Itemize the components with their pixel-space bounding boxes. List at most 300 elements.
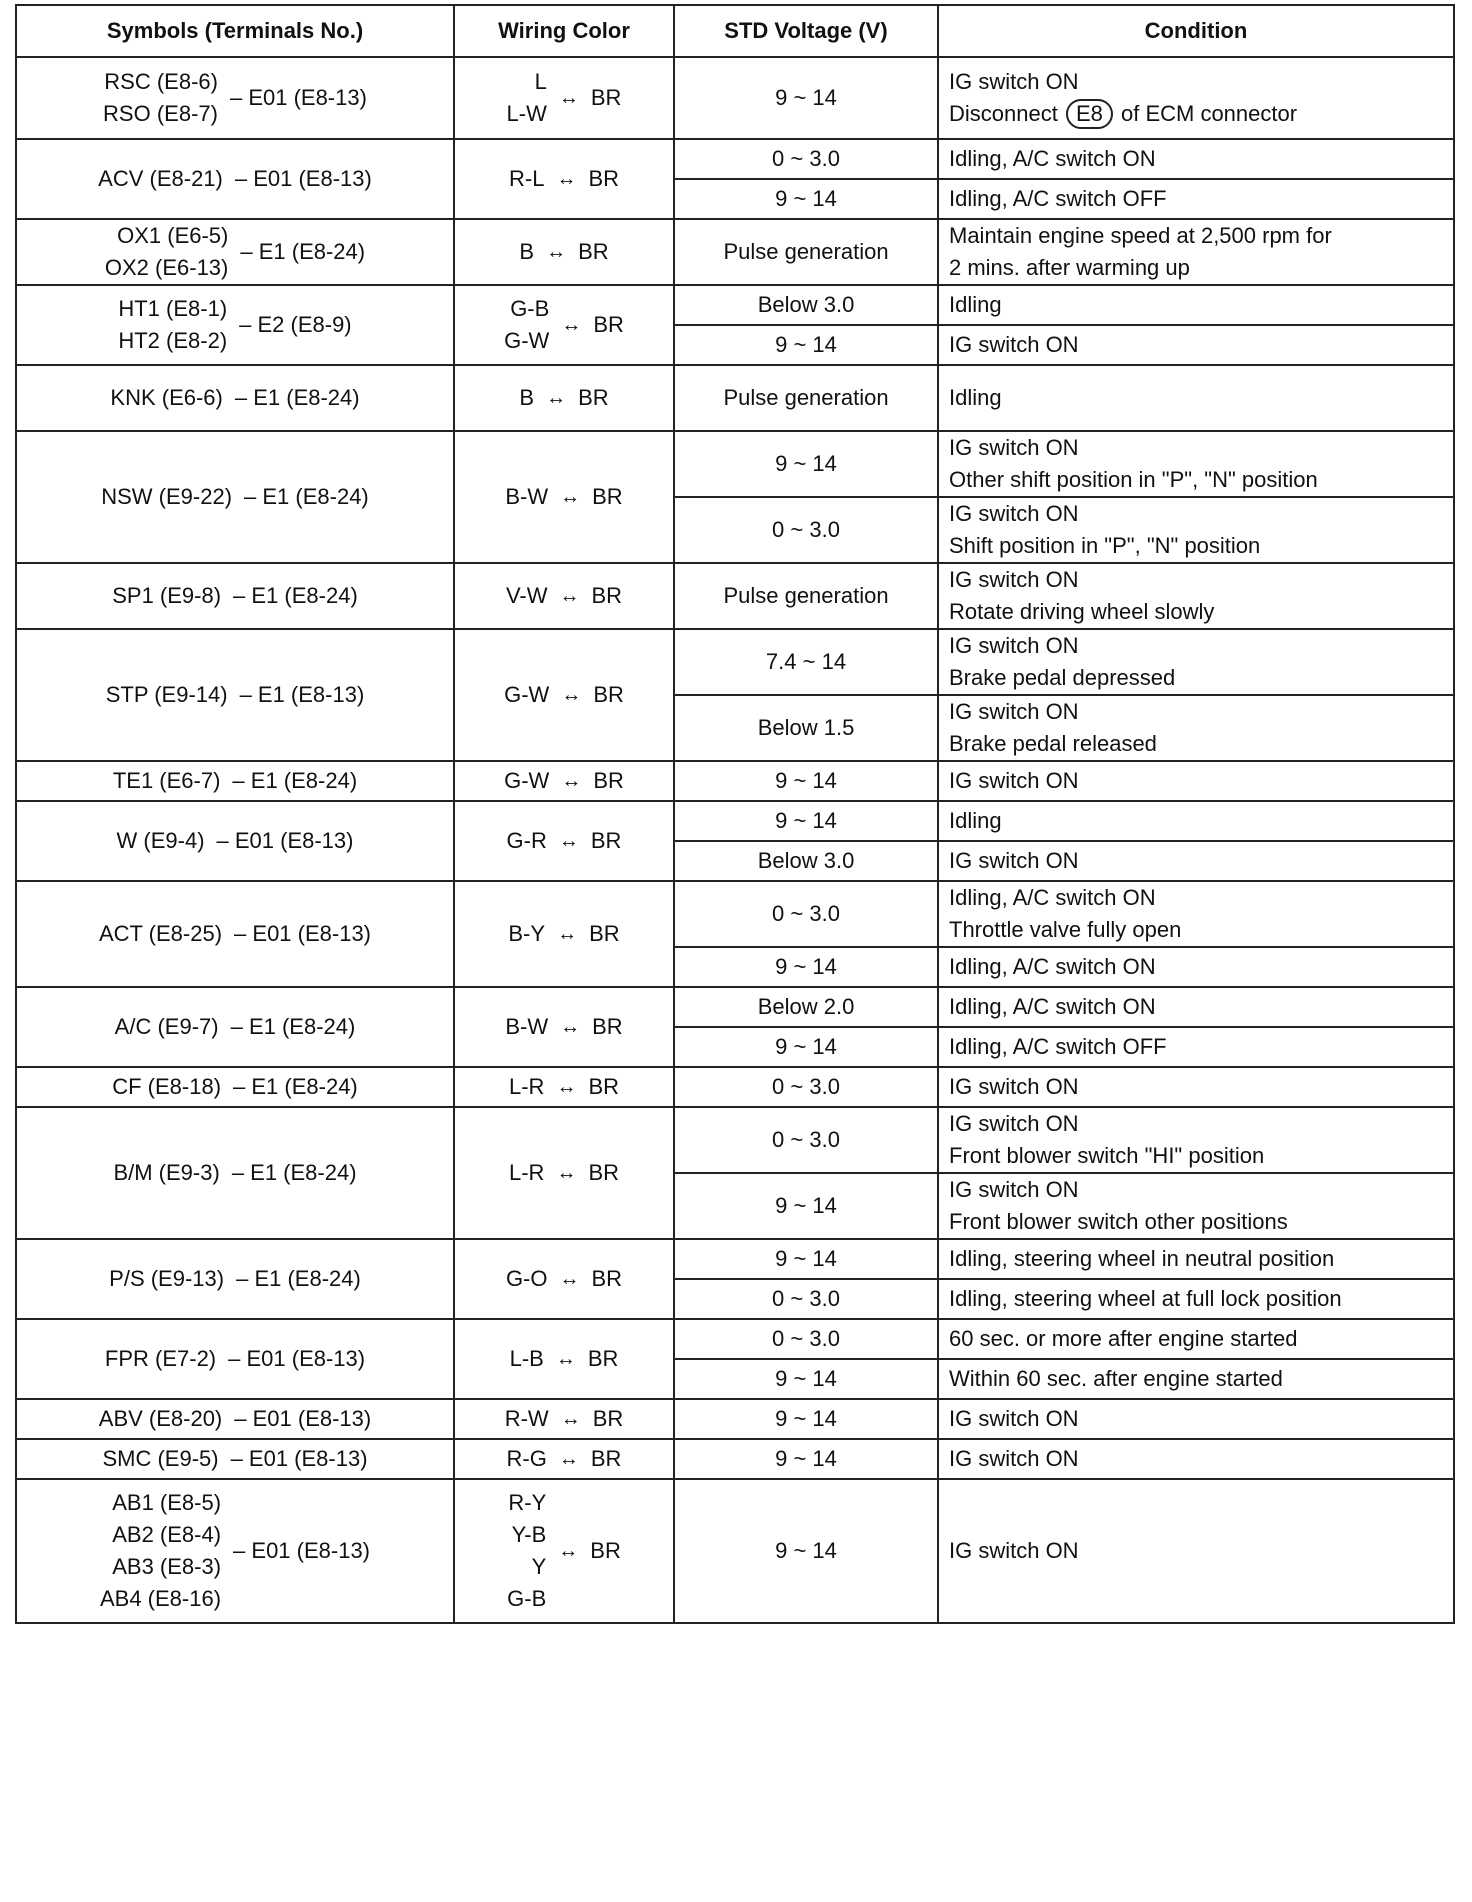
- symbols-cell: [16, 1239, 454, 1319]
- terminal-symbol-line: AB2 (E8-4): [112, 1522, 222, 1547]
- table-row: [16, 629, 1454, 695]
- terminal-symbol-line: NSW (E9-22): [101, 484, 233, 509]
- wiring-pair: [507, 1443, 622, 1475]
- arrow-symbol: ↔: [555, 1348, 576, 1370]
- ground-wire-color: BR: [592, 484, 623, 509]
- terminal-symbol-line: STP (E9-14): [105, 682, 228, 707]
- arrow-symbol: ↔: [546, 387, 567, 409]
- ground-wire-color: BR: [591, 583, 623, 608]
- terminal-symbol-line: TE1 (E6-7): [112, 768, 221, 793]
- table-row: [16, 987, 1454, 1027]
- symbols-pair: [105, 220, 365, 284]
- std-voltage-cell: 9 ~ 14: [674, 1399, 938, 1439]
- std-voltage-cell: 0 ~ 3.0: [674, 881, 938, 947]
- condition-line: Throttle valve fully open: [949, 917, 1182, 942]
- arrow-symbol: ↔: [558, 1540, 579, 1562]
- condition-line: IG switch ON: [949, 848, 1079, 873]
- table-row: [16, 1107, 1454, 1173]
- arrow-symbol: ↔: [558, 1448, 579, 1470]
- ground-terminal: – E1 (E8-24): [232, 768, 358, 793]
- arrow-symbol: ↔: [560, 1016, 581, 1038]
- arrow-symbol: ↔: [546, 241, 567, 263]
- ground-wire-color: BR: [588, 166, 619, 191]
- ground-wire-color: BR: [587, 1346, 619, 1371]
- condition-cell: [938, 1279, 1454, 1319]
- symbols-pair: [99, 1403, 371, 1435]
- symbols-pair: [100, 1487, 370, 1615]
- condition-cell: [938, 881, 1454, 947]
- wire-color-line: B: [519, 385, 535, 410]
- terminal-symbol-line: RSC (E8-6): [104, 69, 218, 94]
- wiring-cell: [454, 365, 674, 431]
- wire-color-line: Y: [531, 1554, 547, 1579]
- std-voltage-cell: 9 ~ 14: [674, 1027, 938, 1067]
- condition-line: IG switch ON: [949, 768, 1079, 793]
- terminal-symbol: [109, 1263, 224, 1295]
- arrow-symbol: ↔: [558, 87, 579, 109]
- wire-color-line: R-Y: [508, 1490, 547, 1515]
- wire-color-line: L-B: [509, 1346, 544, 1371]
- wiring-cell: [454, 761, 674, 801]
- terminal-symbol-line: AB1 (E8-5): [112, 1490, 222, 1515]
- terminal-symbol: [115, 1011, 219, 1043]
- wire-color-line: R-W: [504, 1406, 549, 1431]
- wire-color: [506, 1263, 548, 1295]
- wiring-pair: [504, 293, 624, 357]
- terminal-symbol-line: B/M (E9-3): [113, 1160, 220, 1185]
- symbols-pair: [110, 382, 359, 414]
- symbols-pair: [117, 825, 354, 857]
- condition-cell: [938, 563, 1454, 629]
- wire-color: [507, 1443, 547, 1475]
- wiring-pair: [507, 66, 622, 130]
- wire-color-line: G-B: [507, 1586, 547, 1611]
- condition-cell: [938, 1479, 1454, 1623]
- wire-color-line: R-L: [508, 166, 545, 191]
- symbols-pair: [102, 1443, 367, 1475]
- wire-color: [504, 293, 549, 357]
- condition-line: Front blower switch other positions: [949, 1209, 1288, 1234]
- condition-cell: [938, 431, 1454, 497]
- symbols-pair: [101, 481, 369, 513]
- condition-cell: [938, 1399, 1454, 1439]
- wire-color: [507, 1487, 546, 1615]
- ground-terminal: – E01 (E8-13): [216, 828, 354, 853]
- ground-wire-color: BR: [590, 828, 622, 853]
- wire-color-line: Y-B: [511, 1522, 547, 1547]
- wire-color-line: V-W: [505, 583, 548, 608]
- wiring-pair: [504, 679, 624, 711]
- std-voltage-cell: 9 ~ 14: [674, 801, 938, 841]
- condition-line: Idling: [949, 292, 1002, 317]
- wiring-pair: [510, 1343, 619, 1375]
- arrow-symbol: ↔: [556, 168, 577, 190]
- terminal-symbol-line: SMC (E9-5): [102, 1446, 219, 1471]
- symbols-pair: [115, 1011, 356, 1043]
- condition-cell: [938, 57, 1454, 139]
- ground-wire-color: BR: [590, 1446, 622, 1471]
- condition-line: Disconnect E8 of ECM connector: [949, 98, 1443, 130]
- ground-terminal: – E1 (E8-24): [244, 484, 369, 509]
- condition-line: Brake pedal released: [949, 731, 1157, 756]
- condition-cell: [938, 497, 1454, 563]
- std-voltage-cell: 7.4 ~ 14: [674, 629, 938, 695]
- terminal-symbol: [112, 1071, 221, 1103]
- condition-line: Other shift position in "P", "N" position: [949, 467, 1318, 492]
- ground-terminal: – E01 (E8-13): [230, 1446, 368, 1471]
- condition-line: IG switch ON: [949, 501, 1079, 526]
- terminal-symbol-line: HT2 (E8-2): [118, 328, 228, 353]
- condition-cell: [938, 801, 1454, 841]
- condition-line: Idling, A/C switch ON: [949, 994, 1156, 1019]
- symbols-cell: [16, 761, 454, 801]
- arrow-symbol: ↔: [561, 314, 582, 336]
- std-voltage-cell: 0 ~ 3.0: [674, 139, 938, 179]
- std-voltage-cell: 9 ~ 14: [674, 325, 938, 365]
- condition-cell: [938, 365, 1454, 431]
- condition-cell: [938, 1027, 1454, 1067]
- arrow-symbol: ↔: [559, 585, 580, 607]
- std-voltage-cell: 9 ~ 14: [674, 947, 938, 987]
- wiring-cell: [454, 563, 674, 629]
- symbols-cell: [16, 1107, 454, 1239]
- wire-color-line: L-W: [506, 101, 547, 126]
- terminal-symbol-line: ACV (E8-21): [98, 166, 223, 191]
- ground-wire-color: BR: [589, 921, 620, 946]
- wiring-pair: [507, 825, 622, 857]
- symbols-cell: [16, 1479, 454, 1623]
- std-voltage-cell: 9 ~ 14: [674, 179, 938, 219]
- table-row: [16, 1067, 1454, 1107]
- table-row: [16, 1319, 1454, 1359]
- ground-terminal: – E1 (E8-24): [236, 1266, 361, 1291]
- condition-cell: [938, 285, 1454, 325]
- terminal-symbol-line: W (E9-4): [116, 828, 205, 853]
- terminal-symbol: [102, 1443, 218, 1475]
- condition-line: Shift position in "P", "N" position: [949, 533, 1261, 558]
- ground-wire-color: BR: [590, 85, 622, 110]
- condition-line: IG switch ON: [949, 699, 1079, 724]
- terminal-symbol: [110, 382, 222, 414]
- ground-terminal: – E1 (E8-24): [233, 583, 358, 608]
- ground-terminal: – E2 (E8-9): [239, 312, 352, 337]
- ground-wire-color: BR: [588, 1160, 619, 1185]
- terminal-symbol: [118, 293, 227, 357]
- wiring-pair: [509, 1071, 619, 1103]
- terminal-symbol: [117, 825, 205, 857]
- std-voltage-cell: Below 1.5: [674, 695, 938, 761]
- condition-line: Idling, A/C switch ON: [949, 885, 1156, 910]
- terminal-symbol-line: KNK (E6-6): [110, 385, 223, 410]
- wiring-cell: [454, 1399, 674, 1439]
- wire-color-line: G-B: [510, 296, 550, 321]
- terminal-symbol: [99, 1403, 223, 1435]
- condition-line: IG switch ON: [949, 1074, 1079, 1099]
- wiring-cell: [454, 801, 674, 881]
- condition-cell: [938, 1239, 1454, 1279]
- wire-color-line: G-W: [504, 328, 550, 353]
- terminal-symbol: [103, 66, 218, 130]
- table-row: [16, 139, 1454, 179]
- table-row: [16, 219, 1454, 285]
- ground-wire-color: BR: [593, 312, 624, 337]
- condition-cell: [938, 761, 1454, 801]
- wire-color-line: B-W: [505, 484, 549, 509]
- terminal-symbol-line: AB4 (E8-16): [99, 1586, 222, 1611]
- condition-line: IG switch ON: [949, 567, 1079, 592]
- condition-line: IG switch ON: [949, 1177, 1079, 1202]
- std-voltage-cell: 9 ~ 14: [674, 431, 938, 497]
- wiring-pair: [505, 1011, 622, 1043]
- symbols-pair: [113, 765, 357, 797]
- symbols-pair: [118, 293, 351, 357]
- condition-cell: [938, 139, 1454, 179]
- terminal-symbol-line: A/C (E9-7): [114, 1014, 219, 1039]
- std-voltage-cell: 9 ~ 14: [674, 1173, 938, 1239]
- arrow-symbol: ↔: [557, 923, 578, 945]
- std-voltage-cell: Pulse generation: [674, 365, 938, 431]
- wire-color: [509, 1157, 544, 1189]
- table-row: [16, 563, 1454, 629]
- std-voltage-cell: Below 3.0: [674, 841, 938, 881]
- table-row: [16, 365, 1454, 431]
- arrow-symbol: ↔: [561, 684, 582, 706]
- header-std-voltage: STD Voltage (V): [674, 5, 938, 57]
- condition-cell: [938, 179, 1454, 219]
- symbols-cell: [16, 1067, 454, 1107]
- header-symbols: Symbols (Terminals No.): [16, 5, 454, 57]
- wire-color-line: B-W: [505, 1014, 549, 1039]
- symbols-pair: [103, 66, 367, 130]
- symbols-cell: [16, 629, 454, 761]
- terminal-voltage-table: [15, 4, 1455, 1624]
- header-row: [16, 5, 1454, 57]
- ground-wire-color: BR: [593, 768, 624, 793]
- condition-cell: [938, 841, 1454, 881]
- std-voltage-cell: 0 ~ 3.0: [674, 1319, 938, 1359]
- wiring-cell: [454, 285, 674, 365]
- wire-color: [506, 580, 548, 612]
- std-voltage-cell: 0 ~ 3.0: [674, 1107, 938, 1173]
- wiring-cell: [454, 1067, 674, 1107]
- connector-badge: E8: [1066, 99, 1113, 129]
- wire-color-line: G-R: [506, 828, 547, 853]
- condition-line: 2 mins. after warming up: [949, 255, 1190, 280]
- wire-color: [505, 481, 548, 513]
- condition-line: Idling, steering wheel at full lock position: [949, 1286, 1342, 1311]
- header-condition: Condition: [938, 5, 1454, 57]
- wiring-pair: [507, 1487, 621, 1615]
- wiring-pair: [509, 1157, 619, 1189]
- wire-color-line: G-W: [504, 768, 550, 793]
- ground-wire-color: BR: [592, 1014, 623, 1039]
- symbols-pair: [99, 918, 371, 950]
- condition-line: Idling, A/C switch ON: [949, 954, 1156, 979]
- symbols-pair: [105, 1343, 365, 1375]
- wiring-pair: [506, 580, 622, 612]
- std-voltage-cell: 9 ~ 14: [674, 1439, 938, 1479]
- table-row: [16, 1239, 1454, 1279]
- wiring-cell: [454, 629, 674, 761]
- wire-color-line: B: [519, 239, 535, 264]
- arrow-symbol: ↔: [556, 1162, 577, 1184]
- terminal-symbol: [98, 163, 223, 195]
- wire-color: [519, 236, 534, 268]
- wire-color: [505, 1011, 548, 1043]
- symbols-cell: [16, 881, 454, 987]
- condition-cell: [938, 1439, 1454, 1479]
- std-voltage-cell: 9 ~ 14: [674, 1479, 938, 1623]
- ground-terminal: – E1 (E8-24): [234, 385, 360, 410]
- wire-color-line: R-G: [506, 1446, 547, 1471]
- condition-cell: [938, 219, 1454, 285]
- ground-terminal: – E1 (E8-24): [231, 1160, 357, 1185]
- terminal-symbol-line: AB3 (E8-3): [112, 1554, 222, 1579]
- std-voltage-cell: Below 3.0: [674, 285, 938, 325]
- condition-line: Idling: [949, 808, 1002, 833]
- std-voltage-cell: 9 ~ 14: [674, 1359, 938, 1399]
- terminal-symbol-line: RSO (E8-7): [103, 101, 218, 126]
- std-voltage-cell: 9 ~ 14: [674, 57, 938, 139]
- condition-line: Front blower switch "HI" position: [949, 1143, 1265, 1168]
- ground-wire-color: BR: [588, 1074, 619, 1099]
- condition-line: Idling: [949, 385, 1002, 410]
- condition-line: Brake pedal depressed: [949, 665, 1176, 690]
- condition-cell: [938, 1359, 1454, 1399]
- ground-wire-color: BR: [591, 1266, 623, 1291]
- wiring-cell: [454, 57, 674, 139]
- ground-wire-color: BR: [578, 239, 609, 264]
- wire-color: [509, 163, 544, 195]
- header-wiring-color: Wiring Color: [454, 5, 674, 57]
- table-row: [16, 57, 1454, 139]
- condition-cell: [938, 947, 1454, 987]
- terminal-symbol: [100, 1487, 221, 1615]
- symbols-pair: [112, 1071, 358, 1103]
- ground-terminal: – E1 (E8-24): [233, 1074, 358, 1099]
- wire-color: [504, 765, 549, 797]
- wiring-pair: [508, 918, 619, 950]
- symbols-cell: [16, 987, 454, 1067]
- terminal-symbol-line: OX2 (E6-13): [104, 255, 229, 280]
- table-row: [16, 285, 1454, 325]
- condition-cell: [938, 695, 1454, 761]
- symbols-cell: [16, 1399, 454, 1439]
- ground-terminal: – E01 (E8-13): [234, 166, 372, 191]
- std-voltage-cell: 0 ~ 3.0: [674, 1279, 938, 1319]
- symbols-cell: [16, 801, 454, 881]
- condition-line: IG switch ON: [949, 1406, 1079, 1431]
- table-row: [16, 1399, 1454, 1439]
- ground-terminal: – E1 (E8-24): [230, 1014, 356, 1039]
- wiring-pair: [505, 481, 622, 513]
- table-row: [16, 761, 1454, 801]
- condition-line: Maintain engine speed at 2,500 rpm for: [949, 223, 1332, 248]
- wire-color: [507, 66, 547, 130]
- ground-wire-color: BR: [593, 682, 624, 707]
- wire-color: [508, 918, 545, 950]
- ground-terminal: – E01 (E8-13): [229, 85, 367, 110]
- wire-color: [505, 1403, 549, 1435]
- ground-terminal: – E01 (E8-13): [228, 1346, 366, 1371]
- terminal-symbol-line: FPR (E7-2): [104, 1346, 217, 1371]
- condition-line: IG switch ON: [949, 1538, 1079, 1563]
- wiring-pair: [519, 236, 608, 268]
- wiring-pair: [506, 1263, 622, 1295]
- wiring-cell: [454, 1239, 674, 1319]
- std-voltage-cell: 9 ~ 14: [674, 761, 938, 801]
- condition-line: IG switch ON: [949, 332, 1079, 357]
- condition-line: 60 sec. or more after engine started: [949, 1326, 1298, 1351]
- ground-wire-color: BR: [578, 385, 609, 410]
- std-voltage-cell: 0 ~ 3.0: [674, 497, 938, 563]
- condition-line: IG switch ON: [949, 1446, 1079, 1471]
- terminal-symbol: [101, 481, 232, 513]
- wire-color: [504, 679, 549, 711]
- wire-color-line: L-R: [508, 1074, 545, 1099]
- symbols-pair: [113, 1157, 356, 1189]
- arrow-symbol: ↔: [560, 486, 581, 508]
- wiring-cell: [454, 881, 674, 987]
- condition-cell: [938, 987, 1454, 1027]
- terminal-symbol-line: HT1 (E8-1): [118, 296, 228, 321]
- arrow-symbol: ↔: [560, 1408, 581, 1430]
- std-voltage-cell: Pulse generation: [674, 219, 938, 285]
- arrow-symbol: ↔: [559, 1268, 580, 1290]
- terminal-symbol: [99, 918, 222, 950]
- terminal-symbol-line: OX1 (E6-5): [117, 223, 229, 248]
- wiring-cell: [454, 1439, 674, 1479]
- symbols-cell: [16, 57, 454, 139]
- terminal-symbol: [113, 765, 221, 797]
- wire-color-line: G-O: [505, 1266, 548, 1291]
- ground-terminal: – E1 (E8-24): [240, 239, 366, 264]
- symbols-pair: [106, 679, 365, 711]
- condition-cell: [938, 1107, 1454, 1173]
- arrow-symbol: ↔: [556, 1076, 577, 1098]
- ground-terminal: – E1 (E8-13): [239, 682, 365, 707]
- terminal-symbol: [106, 679, 228, 711]
- condition-line: Within 60 sec. after engine started: [949, 1366, 1283, 1391]
- terminal-symbol: [105, 1343, 216, 1375]
- symbols-pair: [112, 580, 358, 612]
- condition-cell: [938, 1319, 1454, 1359]
- symbols-cell: [16, 219, 454, 285]
- symbols-cell: [16, 1439, 454, 1479]
- condition-line: Idling, A/C switch OFF: [949, 1034, 1167, 1059]
- table-row: [16, 1479, 1454, 1623]
- wire-color: [509, 1071, 544, 1103]
- table-row: [16, 1439, 1454, 1479]
- symbols-cell: [16, 139, 454, 219]
- table-row: [16, 431, 1454, 497]
- wiring-pair: [505, 1403, 624, 1435]
- condition-cell: [938, 325, 1454, 365]
- condition-line: IG switch ON: [949, 69, 1079, 94]
- wire-color: [507, 825, 547, 857]
- terminal-symbol-line: ACT (E8-25): [98, 921, 223, 946]
- wiring-cell: [454, 219, 674, 285]
- condition-line: Idling, A/C switch ON: [949, 146, 1156, 171]
- ground-wire-color: BR: [590, 1538, 621, 1563]
- std-voltage-cell: Pulse generation: [674, 563, 938, 629]
- condition-line: Idling, A/C switch OFF: [949, 186, 1167, 211]
- arrow-symbol: ↔: [558, 830, 579, 852]
- wire-color: [519, 382, 534, 414]
- wire-color-line: L-R: [508, 1160, 545, 1185]
- table-body: [16, 57, 1454, 1623]
- wiring-cell: [454, 139, 674, 219]
